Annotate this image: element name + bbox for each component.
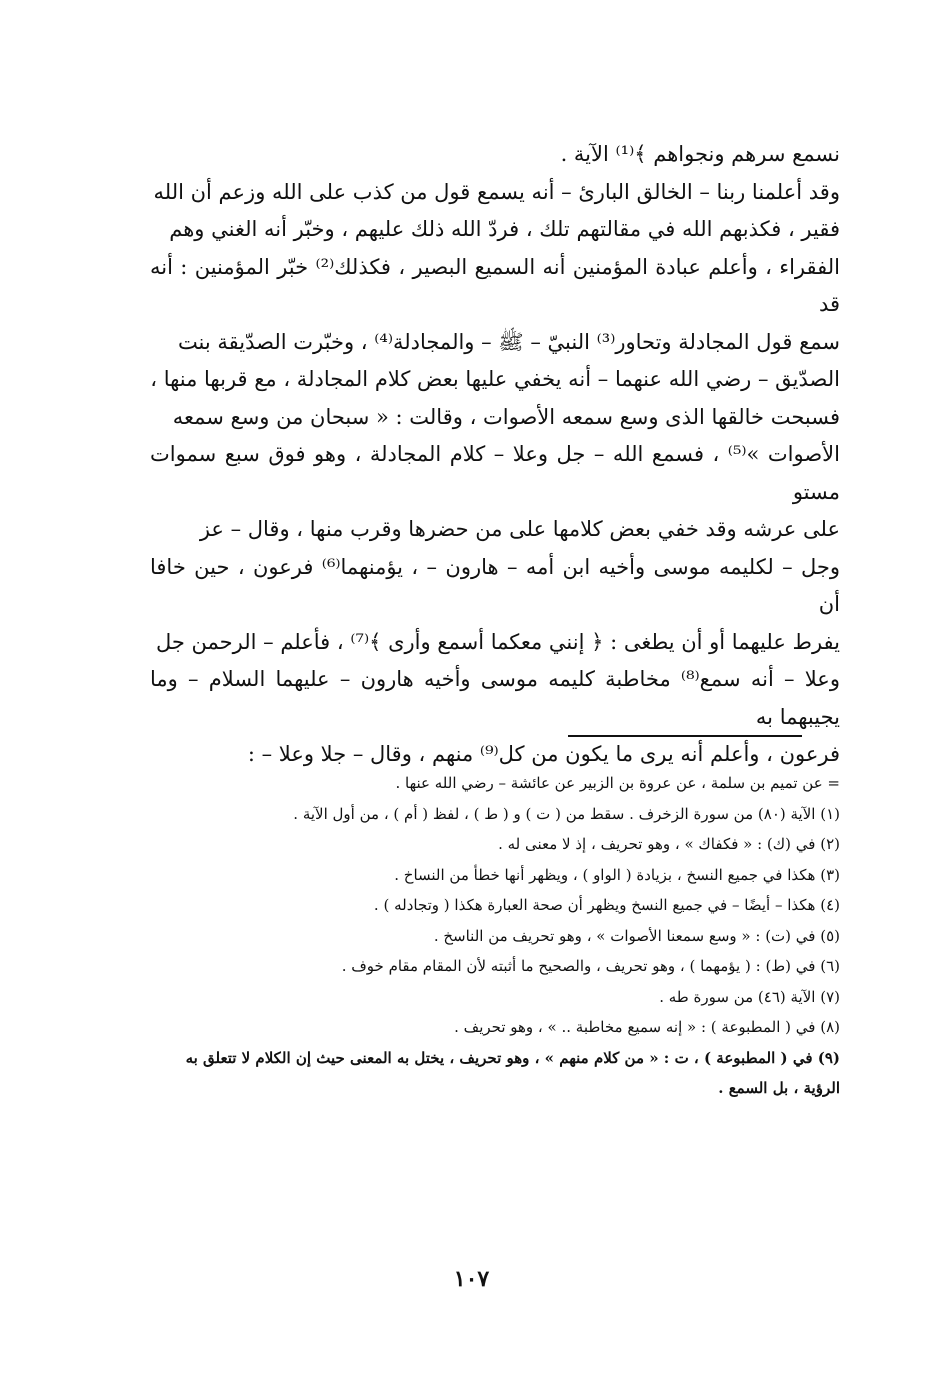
footnote-separator: [568, 735, 802, 737]
text-line: فسبحت خالقها الذى وسع سمعه الأصوات ، وقالت : « سبحان من وسع سمعه: [172, 404, 840, 429]
text-line: وعلا – أنه سمع⁽⁸⁾ مخاطبة كليمه موسى وأخيه هارون – عليهما السلام – وما يجيبهما به: [150, 667, 840, 729]
footnote-6: (٦) في (ط) : ( يؤمهما ) ، وهو تحريف ، والصحيح ما أثبته لأن المقام مقام خوف .: [341, 957, 840, 975]
text-line: وجل – لكليمه موسى وأخيه ابن أمه – هارون – ، يؤمنهما⁽⁶⁾ فرعون ، حين خافا أن: [150, 554, 840, 616]
text-line: على عرشه وقد خفي بعض كلامها على من حضرها وقرب منها ، وقال – عز: [199, 517, 840, 541]
text-line: وقد أعلمنا ربنا – الخالق البارئ – أنه يسمع قول من كذب على الله وزعم أن الله: [153, 179, 840, 204]
footnote-5: (٥) في (ت) : « وسع سمعنا الأصوات » ، وهو تحريف من الناسخ .: [433, 926, 840, 945]
text-line: فقير ، فكذبهم الله في مقالتهم تلك ، فردّ الله ذلك عليهم ، وخبّر أنه الغني وهم: [169, 217, 840, 241]
footnote-3: (٣) هكذا في جميع النسخ ، بزيادة ( الواو ) ، ويظهر أنها خطأ من النساخ .: [394, 865, 840, 884]
text-line: الفقراء ، وأعلم عبادة المؤمنين أنه السميع البصير ، فكذلك⁽²⁾ خبّر المؤمنين : أنه قد: [150, 254, 840, 316]
text-line: الصدّيق – رضي الله عنهما – أنه يخفي عليها بعض كلام المجادلة ، مع قربها منها ،: [150, 367, 840, 391]
footnote-continuation: = عن تميم بن سلمة ، عن عروة بن الزبير عن عائشة – رضي الله عنها .: [395, 774, 840, 792]
footnote-4: (٤) هكذا – أيضًا – في جميع النسخ ويظهر أن صحة العبارة هكذا ( وتجادله ) .: [373, 896, 840, 914]
page-number: ١٠٧: [453, 1266, 490, 1292]
footnotes-block: [150, 768, 840, 1104]
text-line: نسمع سرهم ونجواهم ﴾⁽¹⁾ الآية .: [560, 142, 840, 166]
text-line: يفرط عليهما أو أن يطغى : ﴿ إنني معكما أسمع وأرى ﴾⁽⁷⁾ ، فأعلم – الرحمن جل: [155, 629, 840, 654]
main-text-block: [150, 136, 840, 774]
text-line: الأصوات »⁽⁵⁾ ، فسمع الله – جل وعلا – كلام المجادلة ، وهو فوق سبع سموات مستو: [150, 442, 840, 504]
text-line: سمع قول المجادلة وتحاور⁽³⁾ النبيّ – ﷺ – والمجادلة⁽⁴⁾ ، وخبّرت الصدّيقة بنت: [177, 329, 840, 354]
footnote-8: (٨) في ( المطبوعة ) : « إنه سميع مخاطبة .. » ، وهو تحريف .: [454, 1018, 840, 1036]
footnote-9-continuation: الرؤية ، بل السمع .: [718, 1079, 840, 1097]
text-line: فرعون ، وأعلم أنه يرى ما يكون من كل⁽⁹⁾ منهم ، وقال – جلا وعلا – :: [247, 742, 840, 766]
footnote-7: (٧) الآية (٤٦) من سورة طه .: [659, 987, 840, 1006]
footnote-2: (٢) في (ك) : « فكفاك » ، وهو تحريف ، إذ لا معنى له .: [498, 835, 840, 853]
main-paragraph: [150, 136, 840, 774]
footnote-9: (٩) في ( المطبوعة ) ، ت : « من كلام منهم » ، وهو تحريف ، يختل به المعنى حيث إن الكلام لا تتعلق به: [185, 1048, 840, 1067]
footnote-1: (١) الآية (٨٠) من سورة الزخرف . سقط من ( ت ) و ( ط ) ، لفظ ( أم ) ، من أول الآية .: [293, 804, 840, 823]
